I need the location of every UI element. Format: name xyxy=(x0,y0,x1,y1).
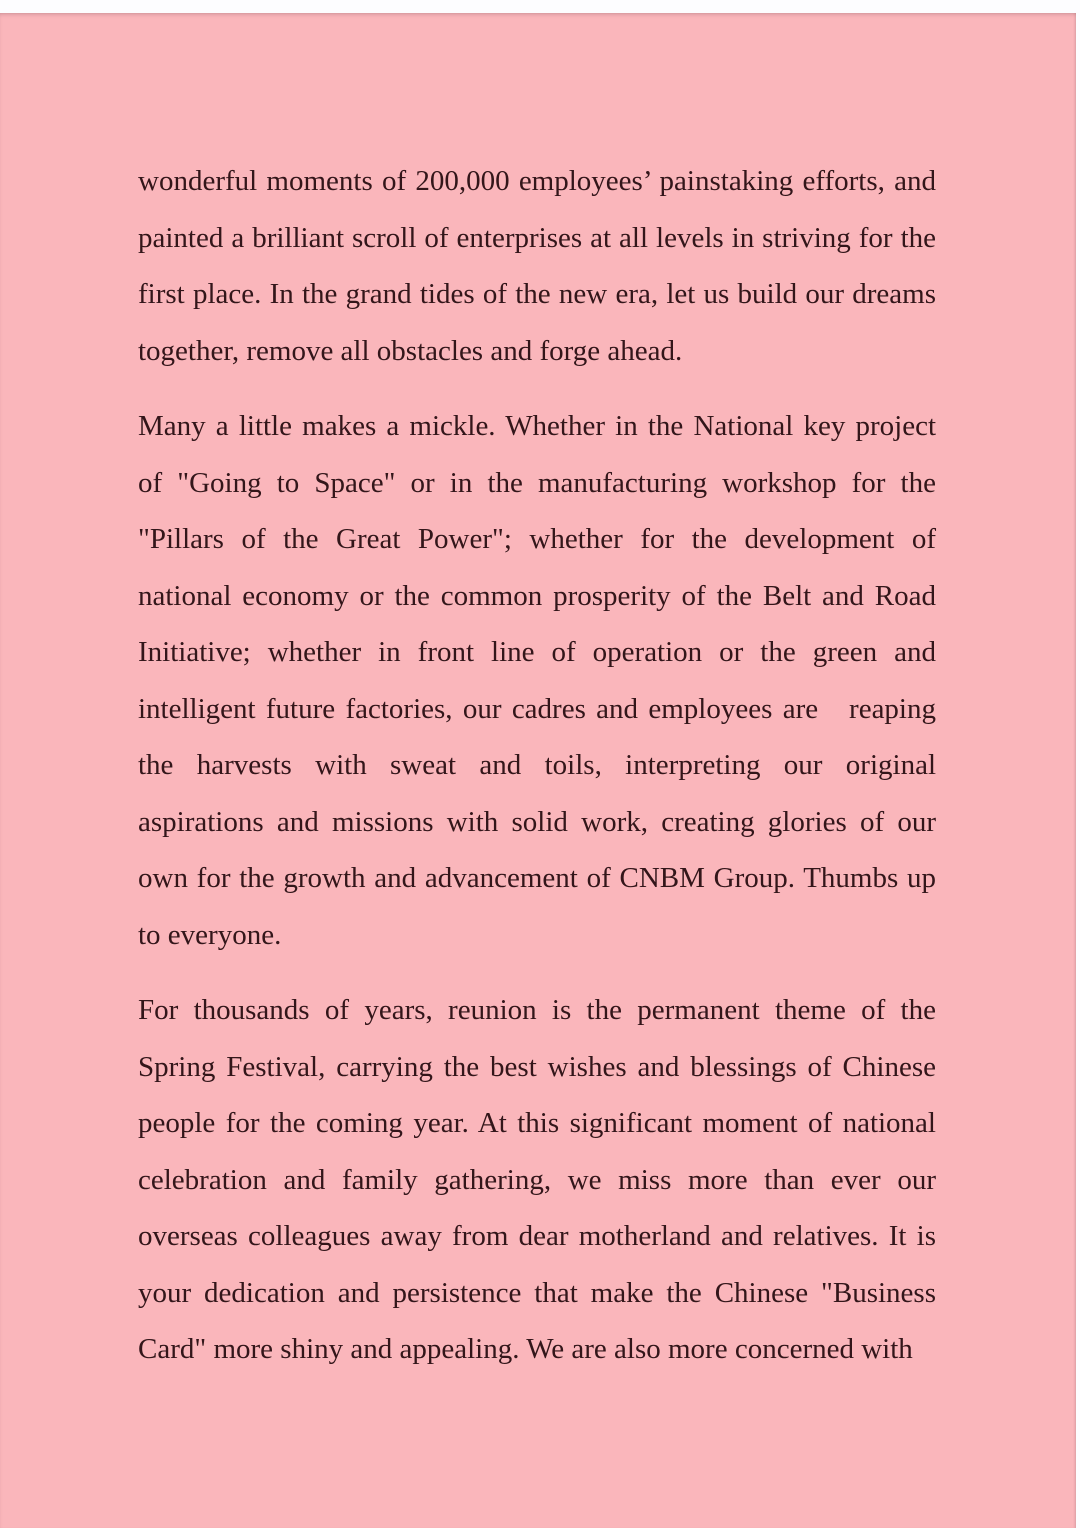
text-line: overseas colleagues away from dear motherland and relatives. It is xyxy=(138,1220,936,1252)
text-line: celebration and family gathering, we miss more than ever our xyxy=(138,1163,936,1196)
text-line: to everyone. xyxy=(138,918,282,951)
text-line: own for the growth and advancement of CNBM Group. Thumbs up xyxy=(138,862,936,894)
text-line: wonderful moments of 200,000 employees’ painstaking efforts, and xyxy=(138,165,936,197)
pink-paper-sheet xyxy=(0,13,1076,1528)
paragraph xyxy=(138,982,936,1378)
text-line: together, remove all obstacles and forge ahead. xyxy=(138,334,683,367)
paragraph xyxy=(138,398,936,963)
text-line: Card" more shiny and appealing. We are also more concerned with xyxy=(138,1333,913,1365)
paragraph xyxy=(138,153,936,379)
text-line: intelligent future factories, our cadres and employees are reaping xyxy=(138,692,936,725)
text-line: Initiative; whether in front line of operation or the green and xyxy=(138,636,936,668)
text-line: people for the coming year. At this significant moment of national xyxy=(138,1107,936,1139)
text-line: Many a little makes a mickle. Whether in the National key project xyxy=(138,410,936,442)
text-line: Spring Festival, carrying the best wishes and blessings of Chinese xyxy=(138,1050,936,1083)
document-text xyxy=(138,153,936,1378)
text-line: first place. In the grand tides of the new era, let us build our dreams xyxy=(138,278,936,310)
text-line: national economy or the common prosperity of the Belt and Road xyxy=(138,579,936,612)
text-line: your dedication and persistence that make the Chinese "Business xyxy=(138,1276,936,1309)
text-line: painted a brilliant scroll of enterprises at all levels in striving for the xyxy=(138,221,936,254)
text-line: aspirations and missions with solid work, creating glories of our xyxy=(138,805,936,838)
text-line: of "Going to Space" or in the manufacturing workshop for the xyxy=(138,466,936,499)
text-line: "Pillars of the Great Power"; whether for the development of xyxy=(138,523,936,555)
text-line: the harvests with sweat and toils, interpreting our original xyxy=(138,749,936,781)
text-line: For thousands of years, reunion is the permanent theme of the xyxy=(138,994,936,1026)
